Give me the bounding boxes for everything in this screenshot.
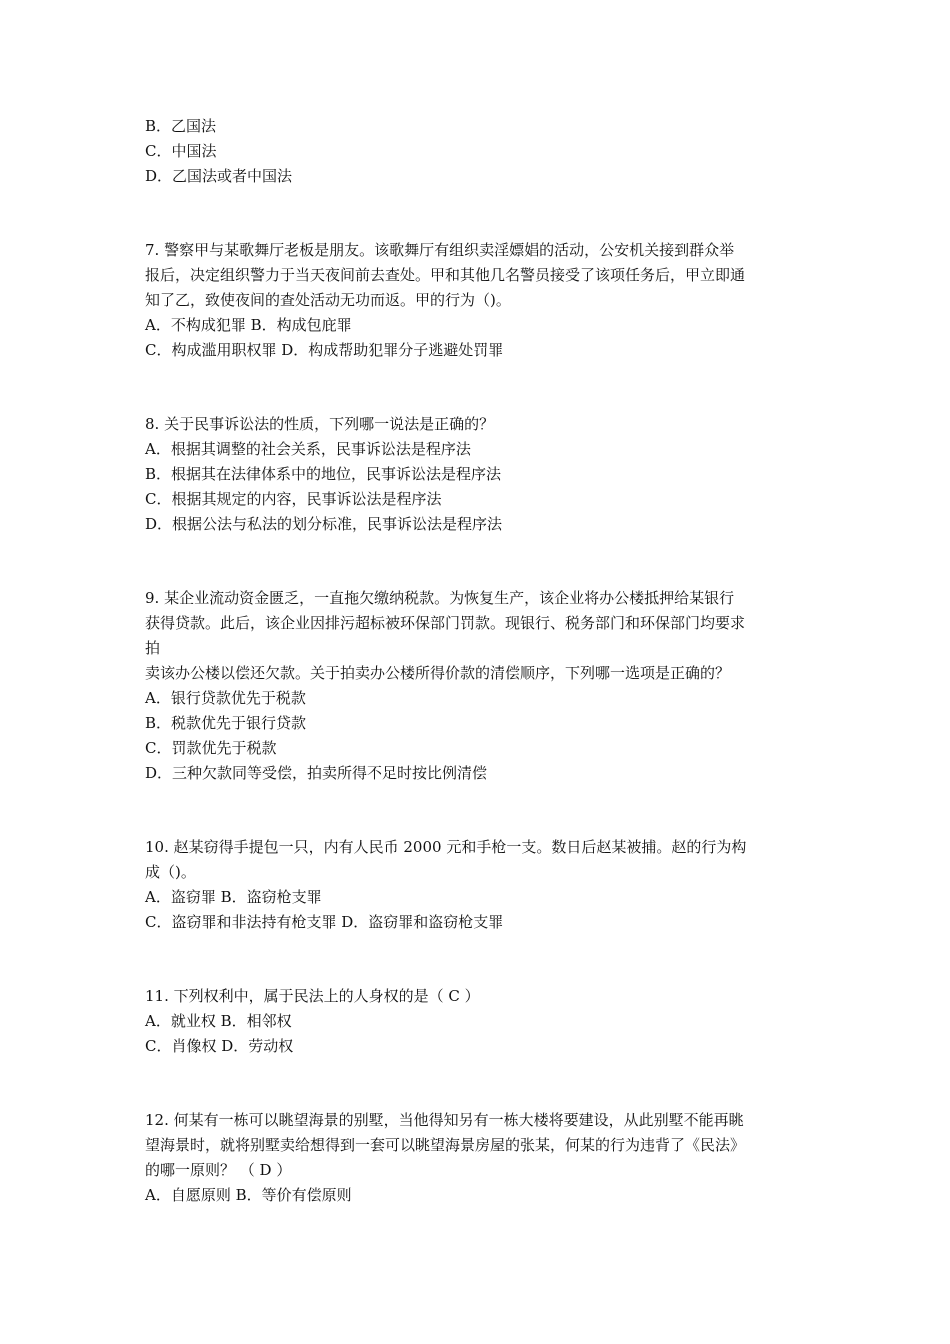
question-stem-line: 7. 警察甲与某歌舞厅老板是朋友。该歌舞厅有组织卖淫嫖娼的活动，公安机关接到群众举	[145, 241, 735, 259]
option-line: C．构成滥用职权罪 D．构成帮助犯罪分子逃避处罚罪	[145, 341, 504, 359]
question-stem-line: 卖该办公楼以偿还欠款。关于拍卖办公楼所得价款的清偿顺序，下列哪一选项是正确的？	[145, 664, 731, 682]
question-stem-line: 11. 下列权利中，属于民法上的人身权的是（ C ）	[145, 987, 480, 1005]
option-line: A．根据其调整的社会关系，民事诉讼法是程序法	[145, 440, 471, 458]
option-line: D．乙国法或者中国法	[145, 167, 293, 185]
question-block	[145, 586, 810, 786]
question-stem-line: 获得贷款。此后，该企业因排污超标被环保部门罚款。现银行、税务部门和环保部门均要求	[145, 614, 746, 632]
option-line: B．根据其在法律体系中的地位，民事诉讼法是程序法	[145, 465, 502, 483]
spacer	[145, 786, 810, 835]
option-line: A．自愿原则 B．等价有偿原则	[145, 1186, 352, 1204]
document-page	[145, 114, 810, 1208]
option-line: D．三种欠款同等受偿，拍卖所得不足时按比例清偿	[145, 764, 488, 782]
question-stem-line: 8. 关于民事诉讼法的性质，下列哪一说法是正确的？	[145, 415, 495, 433]
option-line: B．税款优先于银行贷款	[145, 714, 307, 732]
option-line: A．不构成犯罪 B．构成包庇罪	[145, 316, 352, 334]
spacer	[145, 935, 810, 984]
question-block	[145, 835, 810, 935]
question-stem-line: 9. 某企业流动资金匮乏，一直拖欠缴纳税款。为恢复生产，该企业将办公楼抵押给某银行	[145, 589, 735, 607]
option-line: A．盗窃罪 B．盗窃枪支罪	[145, 888, 322, 906]
question-block	[145, 114, 810, 189]
option-line: A．银行贷款优先于税款	[145, 689, 306, 707]
question-block	[145, 412, 810, 537]
option-line: C．肖像权 D．劳动权	[145, 1037, 294, 1055]
spacer	[145, 537, 810, 586]
question-stem-line: 拍	[145, 639, 161, 657]
option-line: D．根据公法与私法的划分标准，民事诉讼法是程序法	[145, 515, 503, 533]
option-line: C．根据其规定的内容，民事诉讼法是程序法	[145, 490, 442, 508]
question-stem-line: 10. 赵某窃得手提包一只，内有人民币 2000 元和手枪一支。数日后赵某被捕。赵的行为构	[145, 838, 747, 856]
question-stem-line: 望海景时，就将别墅卖给想得到一套可以眺望海景房屋的张某，何某的行为违背了《民法》	[145, 1136, 746, 1154]
question-block	[145, 238, 810, 363]
question-block	[145, 1108, 810, 1208]
option-line: C．罚款优先于税款	[145, 739, 277, 757]
question-stem-line: 知了乙，致使夜间的查处活动无功而返。甲的行为（)。	[145, 291, 511, 309]
option-line: B．乙国法	[145, 117, 217, 135]
option-line: A．就业权 B．相邻权	[145, 1012, 292, 1030]
spacer	[145, 1059, 810, 1108]
option-line: C．盗窃罪和非法持有枪支罪 D．盗窃罪和盗窃枪支罪	[145, 913, 504, 931]
spacer	[145, 189, 810, 238]
question-block	[145, 984, 810, 1059]
spacer	[145, 363, 810, 412]
question-stem-line: 12. 何某有一栋可以眺望海景的别墅，当他得知另有一栋大楼将要建设，从此别墅不能再眺	[145, 1111, 744, 1129]
question-stem-line: 报后，决定组织警力于当天夜间前去查处。甲和其他几名警员接受了该项任务后，甲立即通	[145, 266, 746, 284]
question-stem-line: 的哪一原则？ （ D ）	[145, 1161, 292, 1179]
question-stem-line: 成（)。	[145, 863, 196, 881]
option-line: C．中国法	[145, 142, 217, 160]
